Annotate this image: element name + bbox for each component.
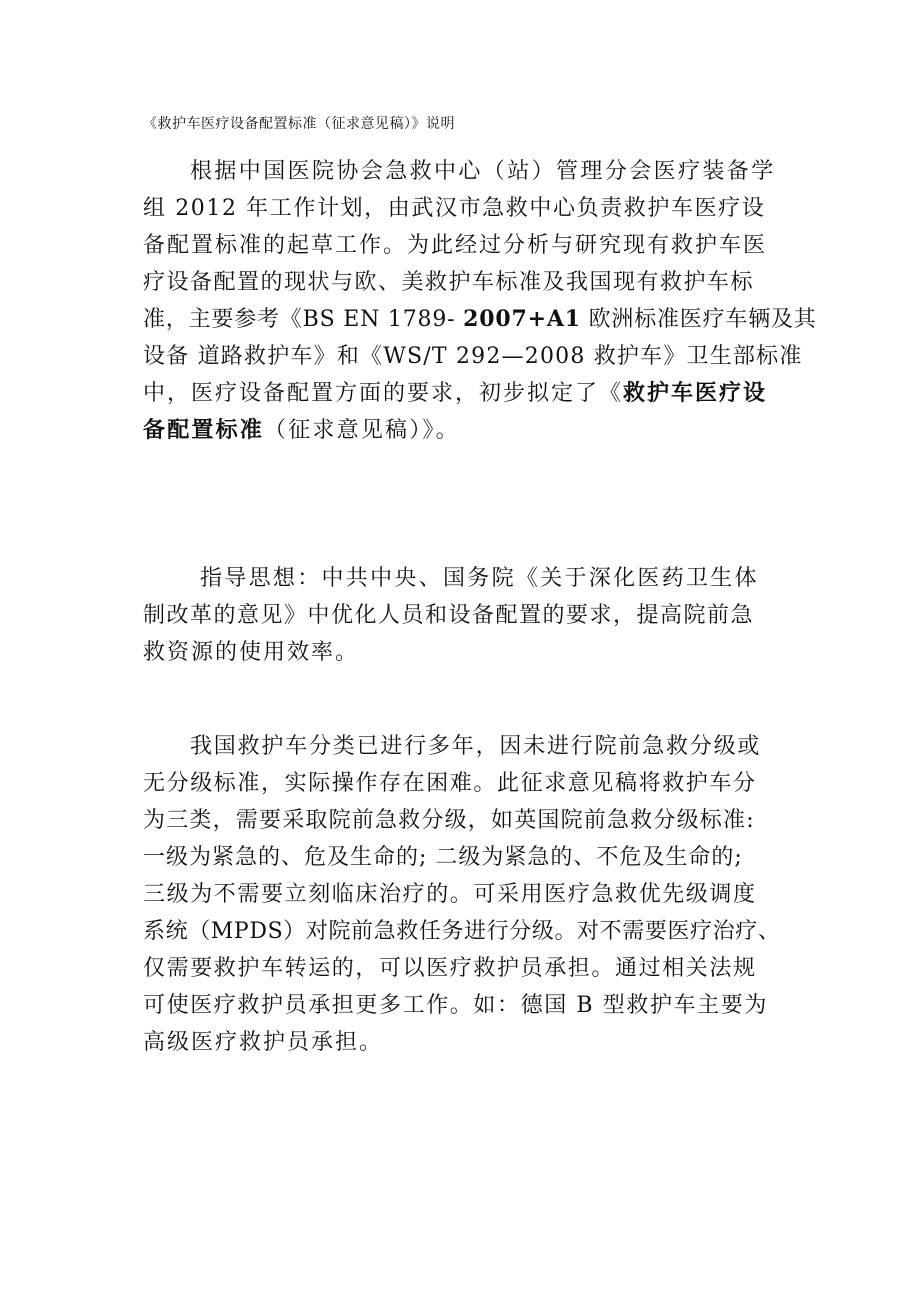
paragraph-line: 救资源的使用效率。	[143, 640, 360, 665]
paragraph-line: 疗设备配置的现状与欧、美救护车标准及我国现有救护车标	[143, 270, 755, 295]
document-title: 《救护车医疗设备配置标准（征求意见稿）》说明	[143, 116, 455, 132]
paragraph-line: 为三类，需要采取院前急救分级，如英国院前急救分级标准:	[143, 808, 755, 833]
paragraph-line	[143, 412, 793, 449]
paragraph-guiding-principle	[143, 560, 793, 671]
paragraph-line: 三级为不需要立刻临床治疗的。可采用医疗急救优先级调度	[143, 882, 757, 907]
line-text: （征求意见稿）》。	[264, 418, 460, 443]
line-text: 欧洲标准医疗车辆及其	[580, 307, 817, 332]
paragraph-background	[143, 153, 817, 449]
paragraph-line: 设备 道路救护车》和《WS/T 292—2008 救护车》卫生部标准	[143, 344, 803, 369]
paragraph-line: 高级医疗救护员承担。	[143, 1030, 384, 1055]
paragraph-line: 可使医疗救护员承担更多工作。如：德国 B 型救护车主要为	[143, 993, 768, 1018]
paragraph-line: 根据中国医院协会急救中心（站）管理分会医疗装备学	[190, 159, 776, 184]
paragraph-line: 组 2012 年工作计划，由武汉市急救中心负责救护车医疗设	[143, 196, 766, 221]
paragraph-classification	[143, 728, 793, 1061]
line-bold-text: 备配置标准	[143, 417, 265, 443]
paragraph-line: 制改革的意见》中优化人员和设备配置的要求，提高院前急	[143, 603, 755, 628]
line-bold-text: 2007+A1	[463, 306, 581, 332]
paragraph-line: 无分级标准，实际操作存在困难。此征求意见稿将救护车分	[143, 771, 757, 796]
line-text: 准，主要参考《BS EN 1789-	[143, 307, 464, 332]
paragraph-line: 备配置标准的起草工作。为此经过分析与研究现有救护车医	[143, 233, 768, 258]
paragraph-line: 一级为紧急的、危及生命的; 二级为紧急的、不危及生命的;	[143, 845, 743, 870]
paragraph-line	[143, 375, 793, 412]
paragraph-line: 指导思想：中共中央、国务院《关于深化医药卫生体	[200, 566, 759, 591]
line-bold-text: 救护车医疗设	[623, 380, 768, 406]
paragraph-line: 系统（MPDS）对院前急救任务进行分级。对不需要医疗治疗、	[143, 919, 781, 944]
paragraph-line: 我国救护车分类已进行多年，因未进行院前急救分级或	[190, 734, 762, 759]
paragraph-line: 仅需要救护车转运的，可以医疗救护员承担。通过相关法规	[143, 956, 757, 981]
line-text: 中，医疗设备配置方面的要求，初步拟定了《	[143, 381, 624, 406]
paragraph-line	[143, 301, 817, 338]
